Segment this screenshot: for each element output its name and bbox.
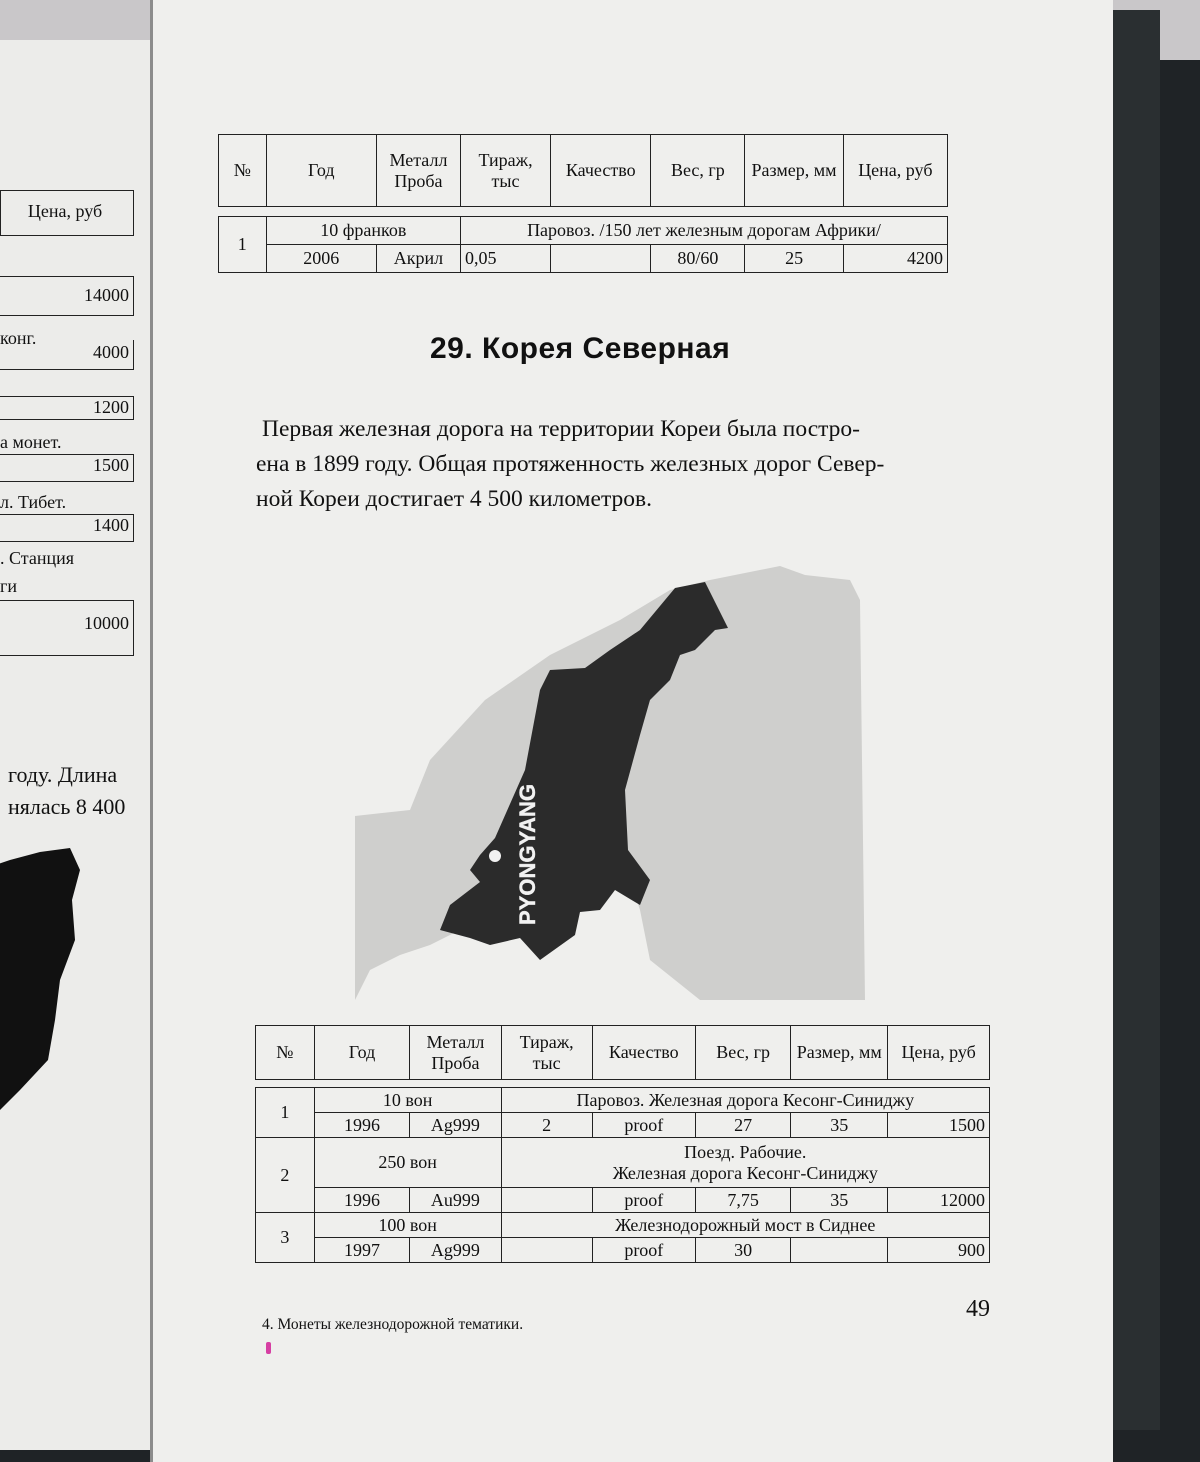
coin-no: 3	[256, 1213, 315, 1263]
pink-mark	[266, 1342, 271, 1354]
coin-year: 2006	[266, 245, 376, 273]
left-snippet-5: ги	[0, 576, 18, 596]
left-snippet-3: л. Тибет.	[0, 492, 67, 512]
page-number: 49	[966, 1296, 990, 1322]
header-year: Год	[314, 1026, 410, 1080]
coin-price: 1500	[888, 1113, 990, 1138]
bottom-coin-table	[255, 1025, 990, 1263]
coin-year: 1997	[314, 1238, 410, 1263]
coin-mintage: 0,05	[460, 245, 550, 273]
section-title: 29. Корея Северная	[430, 332, 731, 365]
pyongyang-marker-icon	[489, 850, 501, 862]
coin-denomination: 10 франков	[266, 217, 460, 245]
left-price-2: 4000	[0, 340, 134, 370]
header-year: Год	[266, 135, 376, 207]
table-row	[256, 1138, 990, 1188]
coin-weight: 30	[695, 1238, 790, 1263]
header-quality: Качество	[592, 1026, 695, 1080]
coin-denomination: 10 вон	[314, 1088, 501, 1113]
coin-quality: proof	[592, 1113, 695, 1138]
left-snippet-1: конг.	[0, 328, 37, 348]
coin-weight: 80/60	[651, 245, 745, 273]
table-row	[219, 245, 948, 273]
left-price-1: 14000	[0, 276, 134, 316]
left-header-price: Цена, руб	[0, 190, 134, 236]
left-map-fragment	[0, 830, 90, 1140]
coin-size: 25	[745, 245, 843, 273]
header-no: №	[219, 135, 267, 207]
header-weight: Вес, гр	[695, 1026, 790, 1080]
coin-no: 2	[256, 1138, 315, 1213]
header-price: Цена, руб	[843, 135, 947, 207]
paragraph-line-1: Первая железная дорога на территории Кореи была постро-	[262, 416, 861, 442]
coin-no: 1	[219, 217, 267, 273]
table-row	[256, 1213, 990, 1238]
left-text-line-2: нялась 8 400	[8, 794, 126, 819]
coin-metal: Ag999	[410, 1113, 501, 1138]
bottom-table-header-row	[256, 1026, 990, 1080]
coin-size	[791, 1238, 888, 1263]
top-table-header-row	[219, 135, 948, 207]
coin-metal: Au999	[410, 1188, 501, 1213]
coin-price: 12000	[888, 1188, 990, 1213]
table-row	[256, 1088, 990, 1113]
left-price-6: 10000	[0, 600, 134, 656]
left-text-line-1: году. Длина	[8, 762, 118, 787]
intro-paragraph	[256, 412, 966, 516]
running-title: 4. Монеты железнодорожной тематики.	[262, 1316, 524, 1333]
coin-year: 1996	[314, 1113, 410, 1138]
left-price-4: 1500	[0, 454, 134, 482]
coin-mintage: 2	[501, 1113, 592, 1138]
north-korea-map	[350, 560, 880, 1010]
coin-description-line-1: Поезд. Рабочие.	[684, 1141, 807, 1162]
coin-description: Железнодорожный мост в Сиднее	[501, 1213, 989, 1238]
table-row	[256, 1113, 990, 1138]
coin-size: 35	[791, 1113, 888, 1138]
left-snippet-2: а монет.	[0, 432, 62, 452]
coin-description-line-2: Железная дорога Кесонг-Синиджу	[612, 1162, 878, 1183]
coin-quality	[551, 245, 651, 273]
map-city-label: PYONGYANG	[515, 783, 540, 925]
header-size: Размер, мм	[745, 135, 843, 207]
header-price: Цена, руб	[888, 1026, 990, 1080]
coin-metal: Акрил	[376, 245, 460, 273]
coin-no: 1	[256, 1088, 315, 1138]
coin-denomination: 250 вон	[314, 1138, 501, 1188]
header-size: Размер, мм	[791, 1026, 888, 1080]
left-price-3: 1200	[0, 396, 134, 420]
left-snippet-4: . Станция	[0, 548, 75, 568]
top-coin-table	[218, 134, 948, 273]
coin-weight: 7,75	[695, 1188, 790, 1213]
header-metal: Металл Проба	[410, 1026, 501, 1080]
paragraph-line-2: ена в 1899 году. Общая протяженность железных дорог Север-	[256, 450, 885, 477]
coin-size: 35	[791, 1188, 888, 1213]
header-mintage: Тираж, тыс	[460, 135, 550, 207]
table-row	[256, 1238, 990, 1263]
header-quality: Качество	[551, 135, 651, 207]
coin-price: 900	[888, 1238, 990, 1263]
coin-metal: Ag999	[410, 1238, 501, 1263]
coin-quality: proof	[592, 1188, 695, 1213]
coin-year: 1996	[314, 1188, 410, 1213]
table-row	[219, 217, 948, 245]
paragraph-line-3: ной Кореи достигает 4 500 километров.	[256, 485, 652, 512]
coin-description: Паровоз. Железная дорога Кесонг-Синиджу	[501, 1088, 989, 1113]
table-row	[256, 1188, 990, 1213]
header-metal: Металл Проба	[376, 135, 460, 207]
coin-mintage	[501, 1188, 592, 1213]
coin-quality: proof	[592, 1238, 695, 1263]
coin-mintage	[501, 1238, 592, 1263]
coin-description	[501, 1138, 989, 1188]
coin-denomination: 100 вон	[314, 1213, 501, 1238]
header-no: №	[256, 1026, 315, 1080]
left-price-5: 1400	[0, 514, 134, 542]
header-weight: Вес, гр	[651, 135, 745, 207]
coin-description: Паровоз. /150 лет железным дорогам Африки/	[460, 217, 947, 245]
coin-weight: 27	[695, 1113, 790, 1138]
coin-price: 4200	[843, 245, 947, 273]
header-mintage: Тираж, тыс	[501, 1026, 592, 1080]
